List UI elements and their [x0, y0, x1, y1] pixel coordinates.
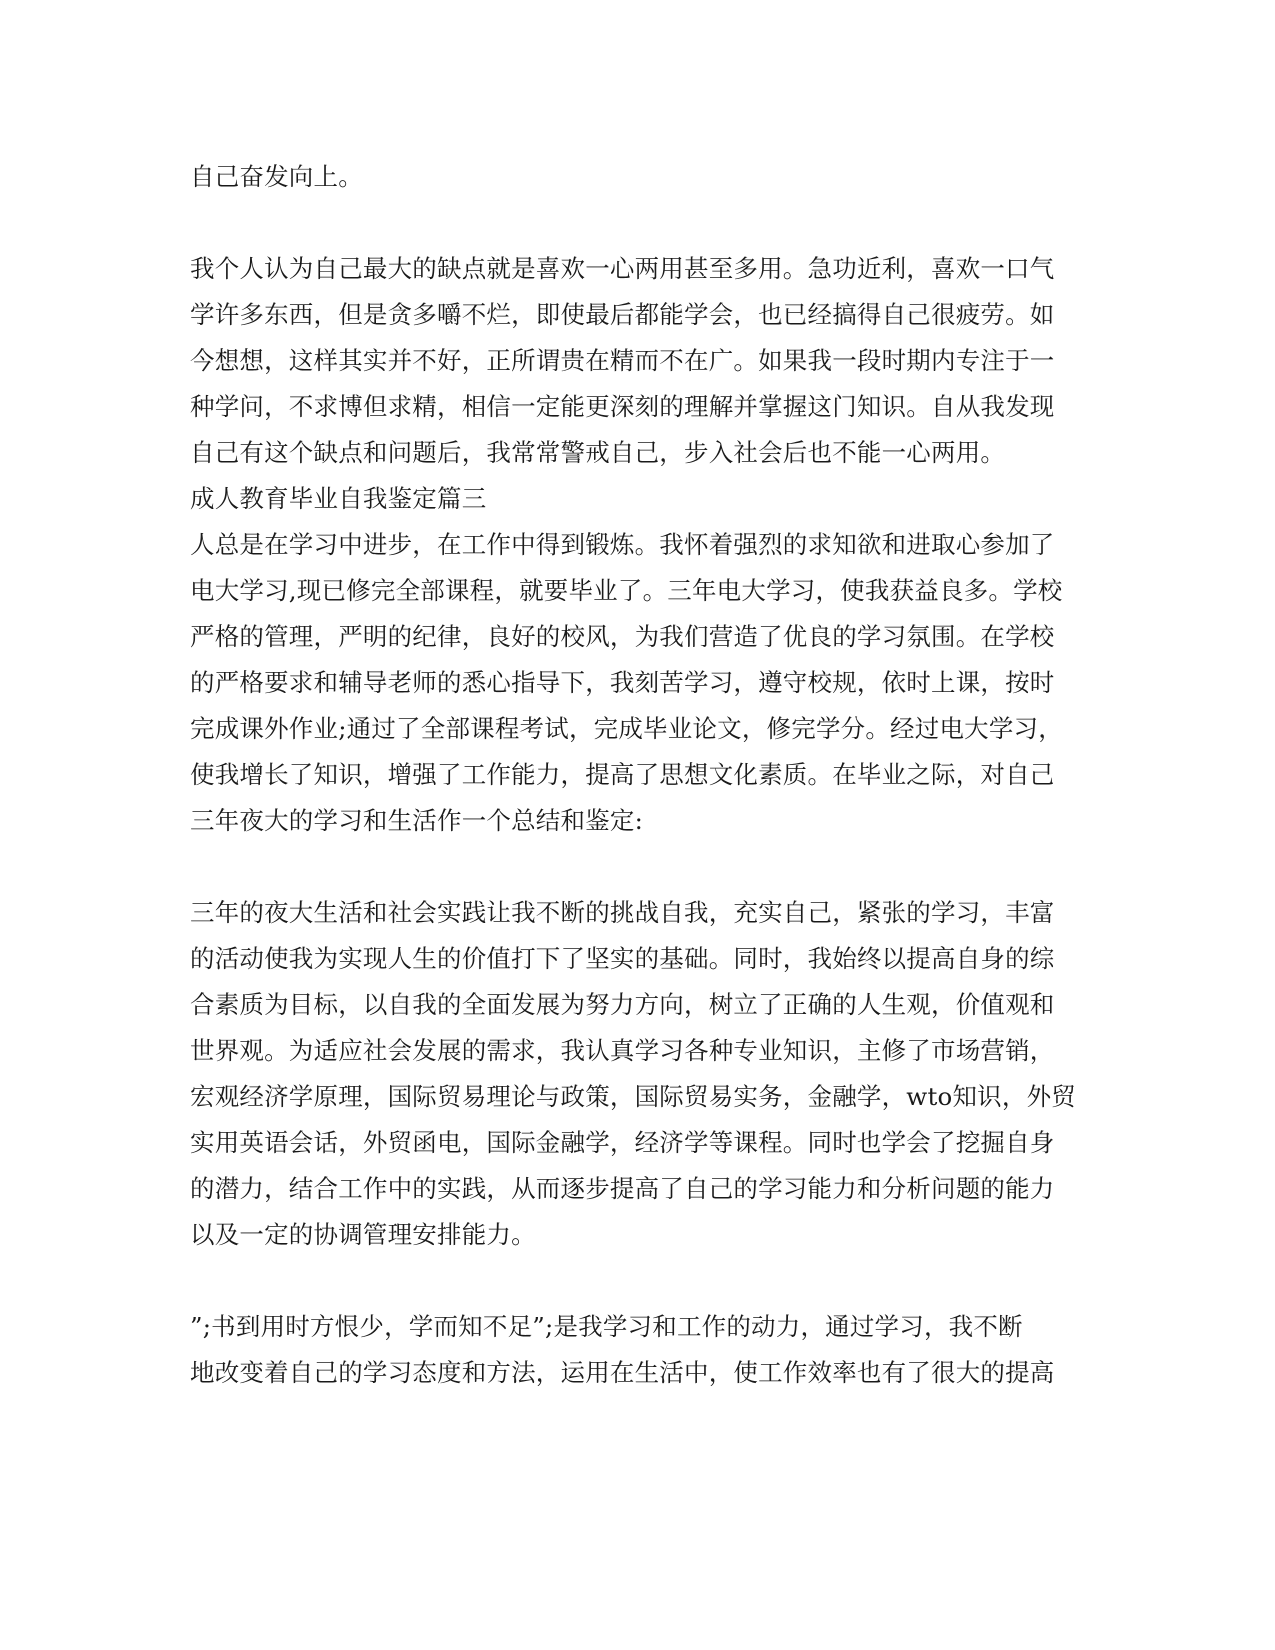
text-line: 的活动使我为实现人生的价值打下了坚实的基础。同时，我始终以提高自身的综	[190, 944, 1055, 973]
text-line: 种学问，不求博但求精，相信一定能更深刻的理解并掌握这门知识。自从我发现	[190, 392, 1055, 421]
text-line: 自己奋发向上。	[190, 162, 363, 191]
text-line: 自己有这个缺点和问题后，我常常警戒自己，步入社会后也不能一心两用。	[190, 438, 1006, 467]
text-line: 严格的管理，严明的纪律，良好的校风，为我们营造了优良的学习氛围。在学校	[190, 622, 1055, 651]
text-line: 三年的夜大生活和社会实践让我不断的挑战自我，充实自己，紧张的学习，丰富	[190, 898, 1055, 927]
text-line: 实用英语会话，外贸函电，国际金融学，经济学等课程。同时也学会了挖掘自身	[190, 1128, 1055, 1157]
text-line: 的严格要求和辅导老师的悉心指导下，我刻苦学习，遵守校规，依时上课，按时	[190, 668, 1055, 697]
section-heading: 成人教育毕业自我鉴定篇三	[190, 484, 487, 513]
text-line: 完成课外作业;通过了全部课程考试，完成毕业论文，修完学分。经过电大学习，	[190, 714, 1063, 743]
text-line: 以及一定的协调管理安排能力。	[190, 1220, 536, 1249]
text-line: 人总是在学习中进步，在工作中得到锻炼。我怀着强烈的求知欲和进取心参加了	[190, 530, 1055, 559]
text-line: 使我增长了知识，增强了工作能力，提高了思想文化素质。在毕业之际，对自己	[190, 760, 1055, 789]
text-line: 我个人认为自己最大的缺点就是喜欢一心两用甚至多用。急功近利，喜欢一口气	[190, 254, 1055, 283]
text-line: ”;书到用时方恨少，学而知不足”;是我学习和工作的动力，通过学习，我不断	[190, 1312, 1023, 1341]
text-line: 电大学习,现已修完全部课程，就要毕业了。三年电大学习，使我获益良多。学校	[190, 576, 1063, 605]
text-line: 三年夜大的学习和生活作一个总结和鉴定:	[190, 806, 644, 835]
text-line: 合素质为目标，以自我的全面发展为努力方向，树立了正确的人生观，价值观和	[190, 990, 1055, 1019]
text-line: 今想想，这样其实并不好，正所谓贵在精而不在广。如果我一段时期内专注于一	[190, 346, 1055, 375]
text-line: 世界观。为适应社会发展的需求，我认真学习各种专业知识，主修了市场营销，	[190, 1036, 1055, 1065]
text-line: 学许多东西，但是贪多嚼不烂，即使最后都能学会，也已经搞得自己很疲劳。如	[190, 300, 1055, 329]
text-line: 地改变着自己的学习态度和方法，运用在生活中，使工作效率也有了很大的提高	[190, 1358, 1055, 1387]
text-line: 的潜力，结合工作中的实践，从而逐步提高了自己的学习能力和分析问题的能力	[190, 1174, 1055, 1203]
text-line: 宏观经济学原理，国际贸易理论与政策，国际贸易实务，金融学，wto知识，外贸	[190, 1082, 1076, 1111]
